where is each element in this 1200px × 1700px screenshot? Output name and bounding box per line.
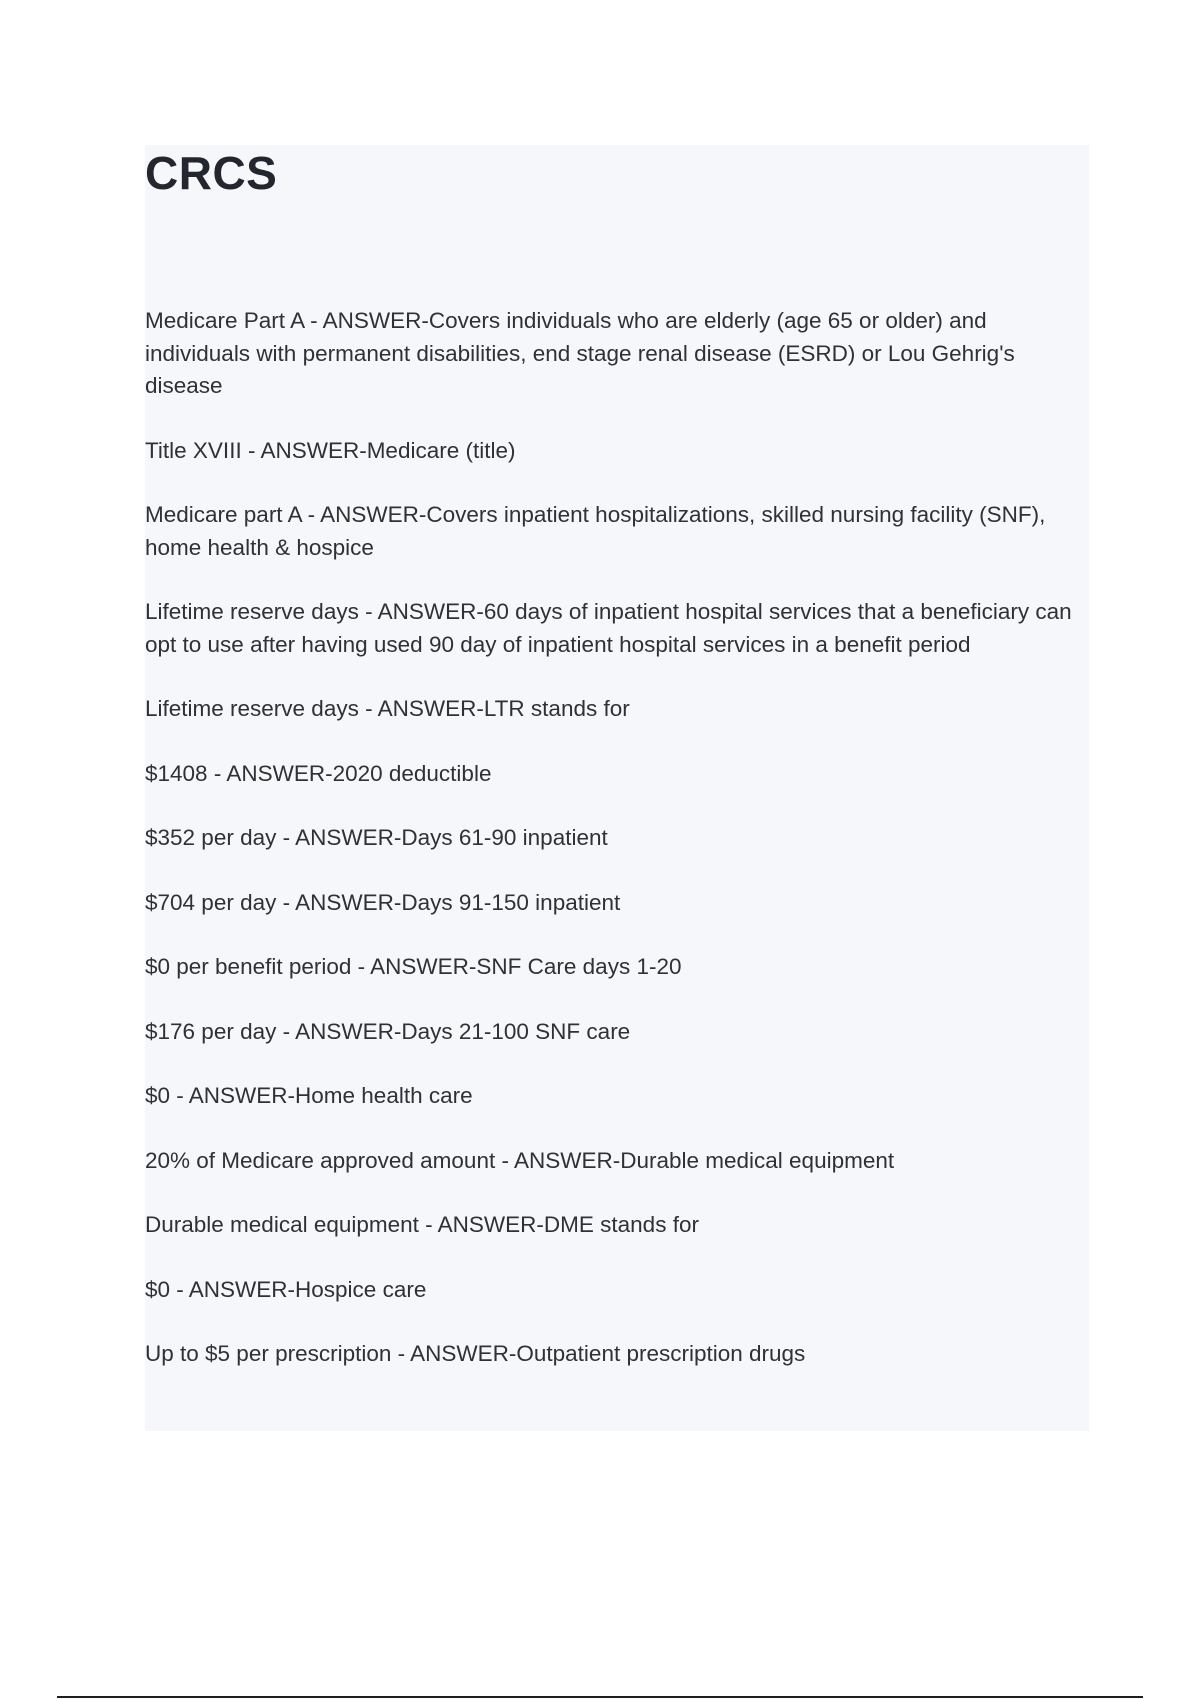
qa-item: Medicare part A - ANSWER-Covers inpatient hospitalizations, skilled nursing facility (SNF), home health & hospice	[145, 502, 1046, 560]
qa-item: $0 - ANSWER-Home health care	[145, 1083, 473, 1108]
qa-list	[145, 305, 1089, 1403]
qa-item: Durable medical equipment - ANSWER-DME stands for	[145, 1212, 699, 1237]
content-block	[145, 145, 1089, 1431]
footer-rule	[57, 1696, 1143, 1698]
document-title: CRCS	[145, 147, 278, 199]
qa-item: $0 - ANSWER-Hospice care	[145, 1276, 427, 1302]
qa-item: $176 per day - ANSWER-Days 21-100 SNF care	[145, 1018, 631, 1044]
qa-item: 20% of Medicare approved amount - ANSWER-Durable medical equipment	[145, 1147, 895, 1173]
qa-item: $352 per day - ANSWER-Days 61-90 inpatient	[145, 825, 608, 850]
qa-item: $1408 - ANSWER-2020 deductible	[145, 760, 492, 786]
qa-item: Title XVIII - ANSWER-Medicare (title)	[145, 437, 516, 463]
qa-item: Lifetime reserve days - ANSWER-LTR stands for	[145, 696, 630, 721]
qa-item: Medicare Part A - ANSWER-Covers individuals who are elderly (age 65 or older) and individuals with permanent disabilities, end stage renal disease (ESRD) or Lou Gehrig's disease	[145, 308, 1015, 398]
qa-item: Lifetime reserve days - ANSWER-60 days of inpatient hospital services that a beneficiary can opt to use after having used 90 day of inpatient hospital services in a benefit period	[145, 599, 1072, 657]
qa-item: $0 per benefit period - ANSWER-SNF Care days 1-20	[145, 954, 682, 979]
qa-item: Up to $5 per prescription - ANSWER-Outpatient prescription drugs	[145, 1341, 806, 1366]
qa-item: $704 per day - ANSWER-Days 91-150 inpatient	[145, 889, 621, 915]
